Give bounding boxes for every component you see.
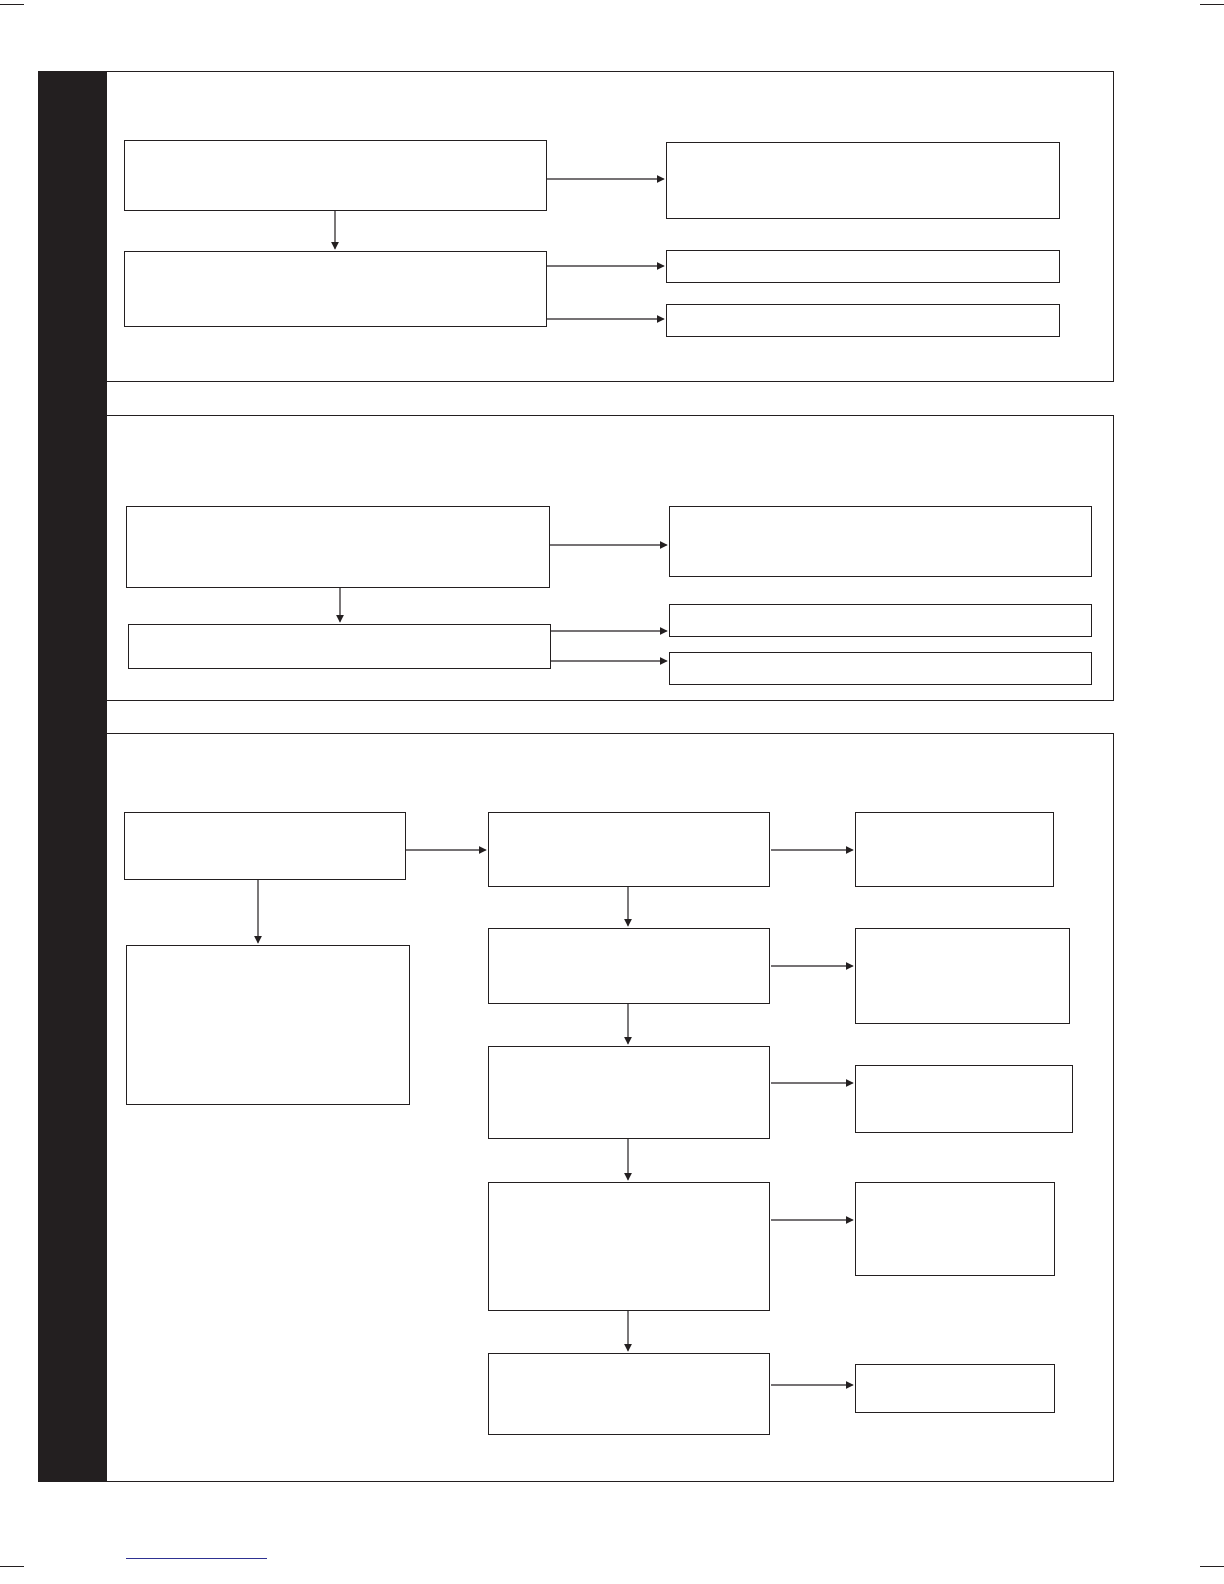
s3-step-4-result-box [855,1182,1055,1276]
s3-start-result-box [126,945,410,1105]
s1-step-2-result-a-box [666,250,1060,283]
crop-mark-bottom-right [1200,1566,1224,1567]
s2-step-1-result-box [669,506,1092,577]
s3-step-2-box [488,928,770,1004]
s1-step-1-box [124,140,547,211]
s2-step-2-result-a-box [669,604,1092,637]
s2-step-2-result-b-box [669,652,1092,685]
s3-step-3-result-box [855,1065,1073,1133]
s1-step-2-result-b-box [666,304,1060,337]
s3-step-2-result-box [855,928,1070,1024]
crop-mark-bottom-left [0,1566,24,1567]
s1-step-2-box [124,251,547,327]
s3-step-1-box [488,812,770,887]
footer-link-underline [126,1558,267,1559]
side-bar [38,71,107,1482]
crop-mark-top-left [0,4,24,5]
s3-start-box [124,812,406,880]
s3-step-4-box [488,1182,770,1311]
s3-step-3-box [488,1046,770,1139]
s3-step-1-result-box [855,812,1054,887]
s1-step-1-result-box [666,142,1060,219]
s2-step-2-box [128,624,551,669]
s3-step-5-box [488,1353,770,1435]
s2-step-1-box [126,506,550,588]
s3-step-5-result-box [855,1364,1055,1413]
crop-mark-top-right [1200,4,1224,5]
